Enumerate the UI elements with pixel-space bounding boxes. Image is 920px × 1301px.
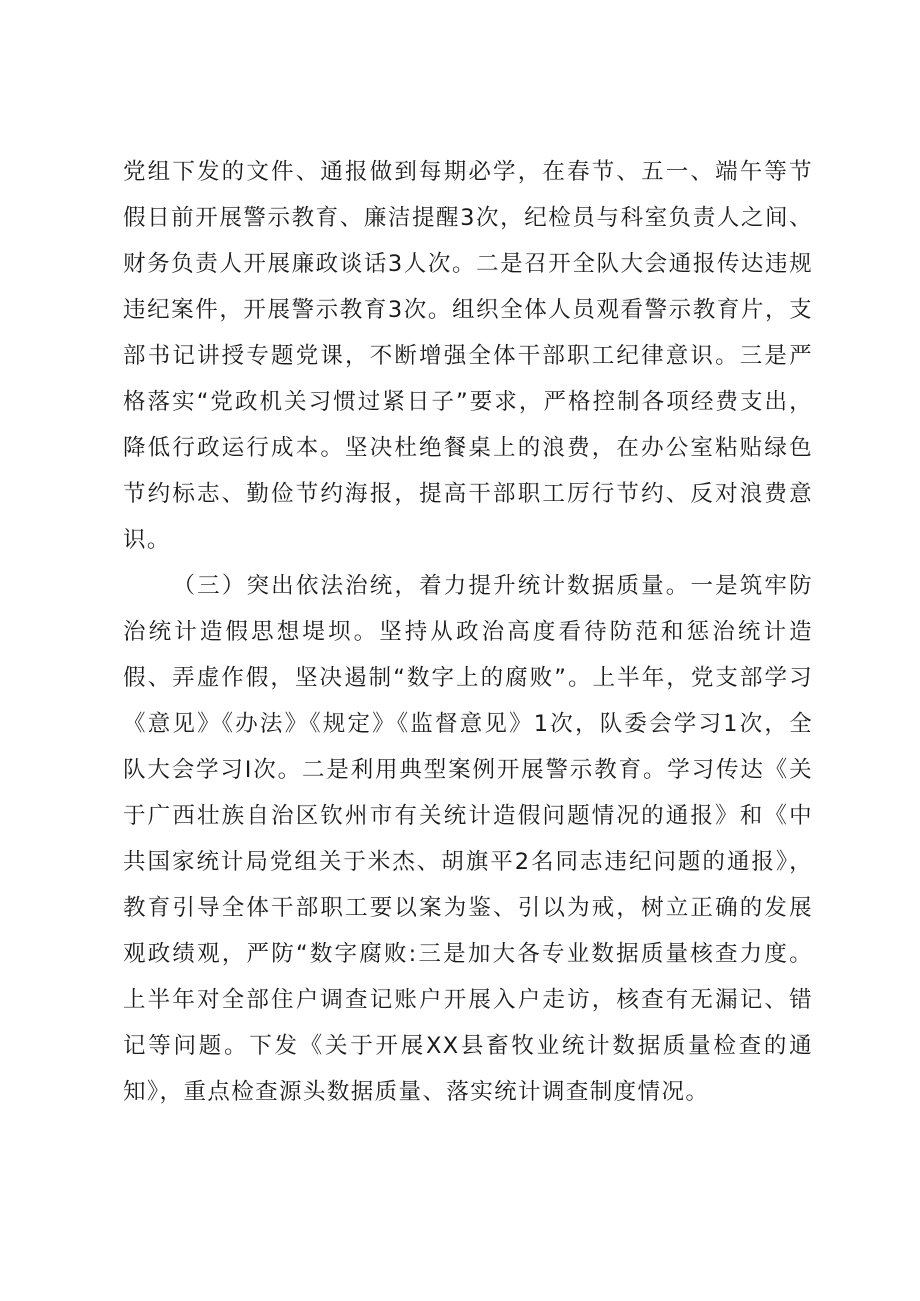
paragraph-continuation: 党组下发的文件、通报做到每期必学，在春节、五一、端午等节假日前开展警示教育、廉洁提醒3次，纪检员与科室负责人之间、财务负责人开展廉政谈话3人次。二是召开全队大会通报传达违规违纪案件，开展警示教育3次。组织全体人员观看警示教育片，支部书记讲授专题党课，不断增强全体干部职工纪律意识。三是严格落实“党政机关习惯过紧日子”要求，严格控制各项经费支出，降低行政运行成本。坚决杜绝餐桌上的浪费，在办公室粘贴绿色节约标志、勤俭节约海报，提高干部职工厉行节约、反对浪费意识。	[123, 159, 813, 553]
paragraph-section-three: （三）突出依法治统，着力提升统计数据质量。一是筑牢防治统计造假思想堤坝。坚持从政治高度看待防范和惩治统计造假、弄虚作假，坚决遏制“数字上的腐败”。上半年，党支部学习《意见》《办法》《规定》《监督意见》1次，队委会学习1次，全队大会学习I次。二是利用典型案例开展警示教育。学习传达《关于广西壮族自治区钦州市有关统计造假问题情况的通报》和《中共国家统计局党组关于米杰、胡旗平2名同志违纪问题的通报》，教育引导全体干部职工要以案为鉴、引以为戒，树立正确的发展观政绩观，严防“数字腐败:三是加大各专业数据质量核查力度。上半年对全部住户调查记账户开展入户走访，核查有无漏记、错记等问题。下发《关于开展XX县畜牧业统计数据质量检查的通知》，重点检查源头数据质量、落实统计调查制度情况。	[123, 573, 813, 1105]
document-body	[123, 149, 813, 1115]
